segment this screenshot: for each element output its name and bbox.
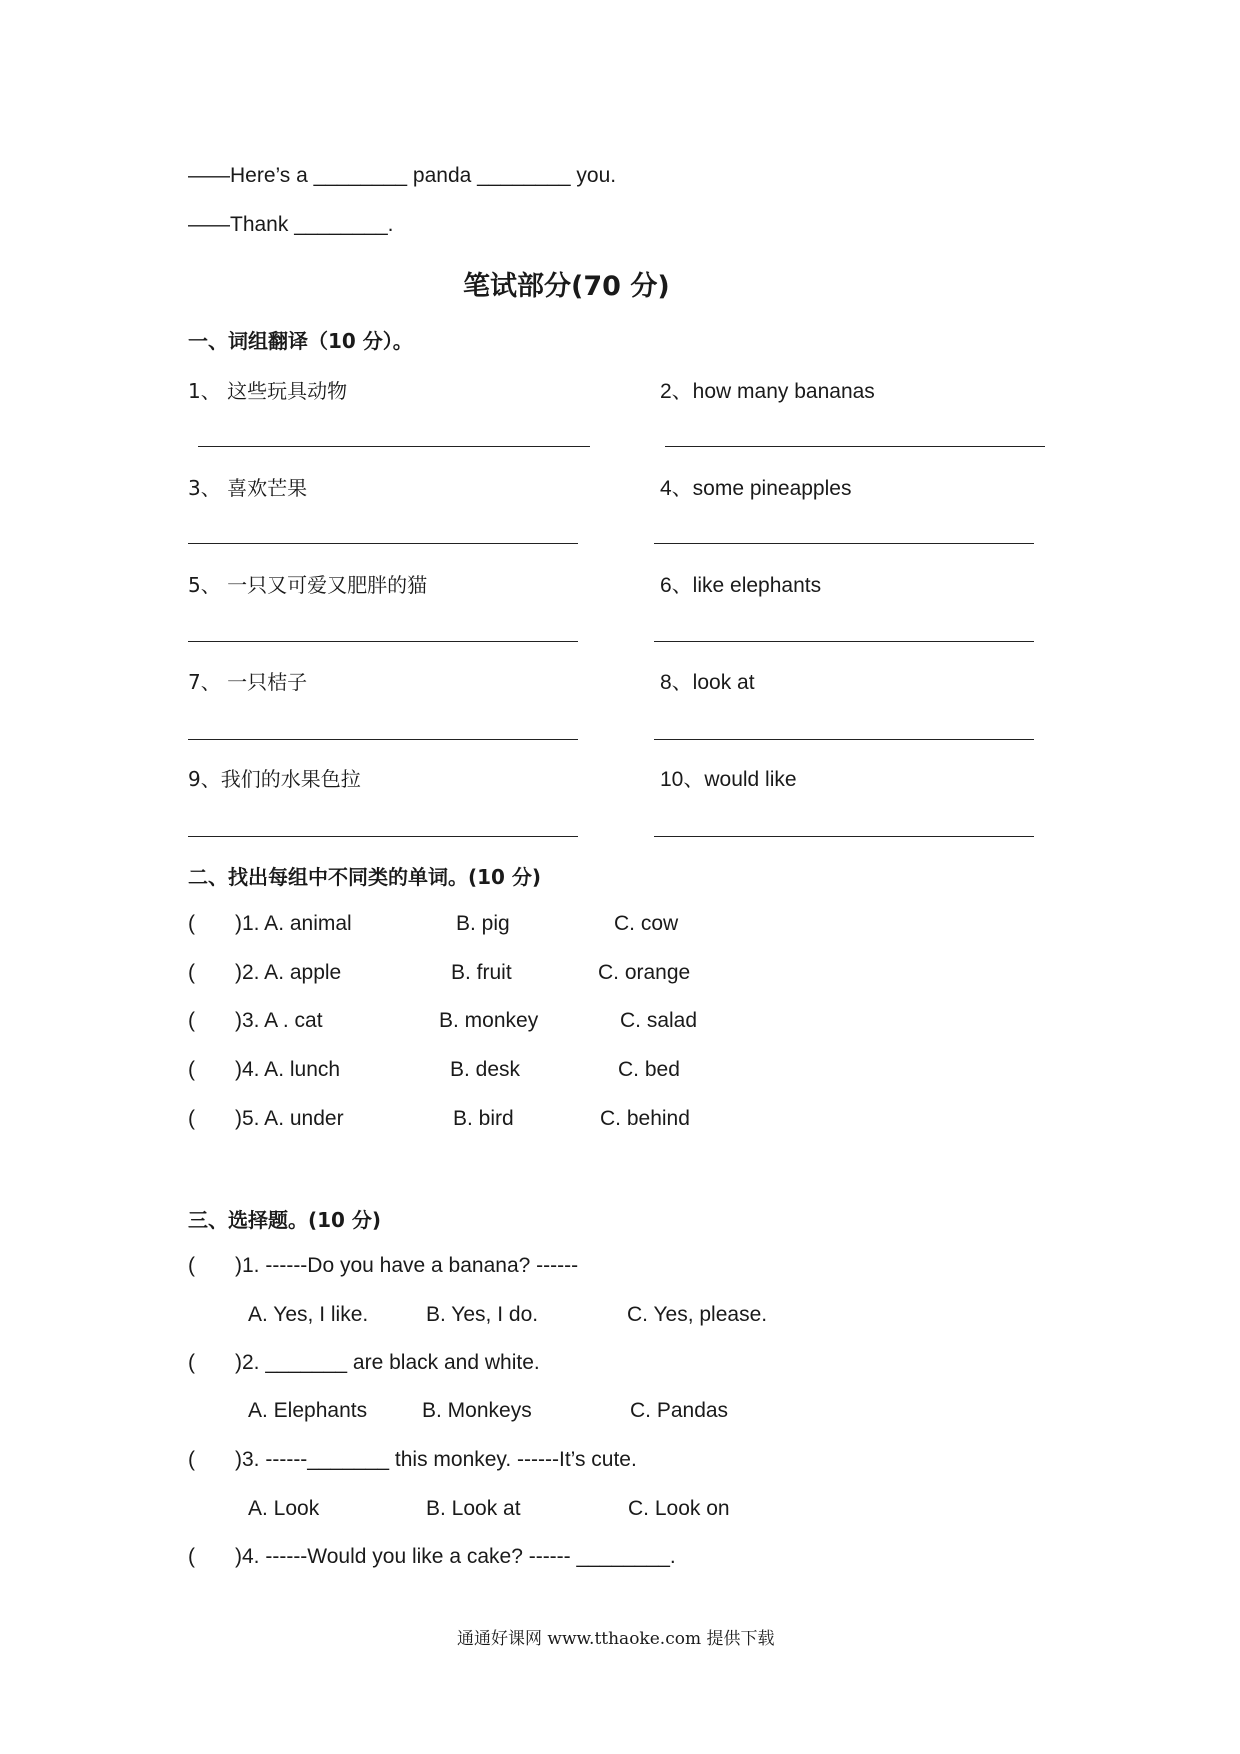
s2-row3-stem: )3. A . cat <box>235 1009 323 1032</box>
s3-q1-option-a: A. Yes, I like. <box>248 1303 369 1326</box>
s2-row5-stem: )5. A. under <box>235 1107 344 1130</box>
s2-row4-stem: )4. A. lunch <box>235 1058 341 1081</box>
s2-row2-stem: )2. A. apple <box>235 961 342 984</box>
answer-line-9 <box>188 836 578 837</box>
section2-heading: 二、找出每组中不同类的单词。(10 分) <box>188 865 542 889</box>
section1-heading: 一、词组翻译（10 分）。 <box>188 329 413 353</box>
s3-q4-paren: ( <box>188 1545 195 1568</box>
page-title: 笔试部分(70 分) <box>463 271 670 302</box>
s3-q2-option-c: C. Pandas <box>630 1399 729 1422</box>
translation-item-9: 9、我们的水果色拉 <box>188 767 361 791</box>
s3-q2-option-b: B. Monkeys <box>422 1399 532 1422</box>
s3-q1-stem: )1. ------Do you have a banana? ------ <box>235 1254 579 1277</box>
s3-q3-stem: )3. ------_______ this monkey. ------It’s cute. <box>235 1448 637 1471</box>
answer-line-2 <box>665 446 1045 447</box>
answer-line-4 <box>654 543 1034 544</box>
s3-q2-stem: )2. _______ are black and white. <box>235 1351 540 1374</box>
answer-line-5 <box>188 641 578 642</box>
s3-q3-option-b: B. Look at <box>426 1497 521 1520</box>
s2-row4-option-c: C. bed <box>618 1058 680 1081</box>
answer-line-1 <box>198 446 590 447</box>
s2-row2-option-b: B. fruit <box>451 961 512 984</box>
dialog-line-2: ——Thank ________. <box>188 213 394 236</box>
s3-q1-option-c: C. Yes, please. <box>627 1303 768 1326</box>
translation-item-4: 4、some pineapples <box>660 477 852 500</box>
s2-row1-option-c: C. cow <box>614 912 679 935</box>
answer-line-3 <box>188 543 578 544</box>
s2-row1-stem: )1. A. animal <box>235 912 352 935</box>
answer-line-7 <box>188 739 578 740</box>
s3-q3-option-a: A. Look <box>248 1497 320 1520</box>
s2-row2-paren: ( <box>188 961 195 984</box>
translation-item-5: 5、 一只又可爱又肥胖的猫 <box>188 573 428 597</box>
s3-q1-option-b: B. Yes, I do. <box>426 1303 539 1326</box>
s3-q3-option-c: C. Look on <box>628 1497 730 1520</box>
s3-q1-paren: ( <box>188 1254 195 1277</box>
s2-row3-paren: ( <box>188 1009 195 1032</box>
answer-line-6 <box>654 641 1034 642</box>
translation-item-2: 2、how many bananas <box>660 380 875 403</box>
s2-row4-option-b: B. desk <box>450 1058 521 1081</box>
answer-line-8 <box>654 739 1034 740</box>
s2-row5-paren: ( <box>188 1107 195 1130</box>
s3-q3-paren: ( <box>188 1448 195 1471</box>
s3-q2-paren: ( <box>188 1351 195 1374</box>
s2-row5-option-b: B. bird <box>453 1107 514 1130</box>
s2-row2-option-c: C. orange <box>598 961 691 984</box>
translation-item-1: 1、 这些玩具动物 <box>188 379 348 403</box>
translation-item-7: 7、 一只桔子 <box>188 670 308 694</box>
s3-q2-option-a: A. Elephants <box>248 1399 368 1422</box>
dialog-line-1: ——Here’s a ________ panda ________ you. <box>188 164 617 187</box>
translation-item-3: 3、 喜欢芒果 <box>188 476 308 500</box>
translation-item-6: 6、like elephants <box>660 574 822 597</box>
s2-row3-option-c: C. salad <box>620 1009 698 1032</box>
s2-row1-option-b: B. pig <box>456 912 510 935</box>
s3-q4-stem: )4. ------Would you like a cake? ------ ________. <box>235 1545 676 1568</box>
section3-heading: 三、选择题。(10 分) <box>188 1208 382 1232</box>
translation-item-8: 8、look at <box>660 671 755 694</box>
s2-row1-paren: ( <box>188 912 195 935</box>
answer-line-10 <box>654 836 1034 837</box>
translation-item-10: 10、would like <box>660 768 797 791</box>
s2-row5-option-c: C. behind <box>600 1107 690 1130</box>
s2-row4-paren: ( <box>188 1058 195 1081</box>
footer-credit: 通通好课网 www.tthaoke.com 提供下载 <box>457 1629 775 1649</box>
s2-row3-option-b: B. monkey <box>439 1009 539 1032</box>
